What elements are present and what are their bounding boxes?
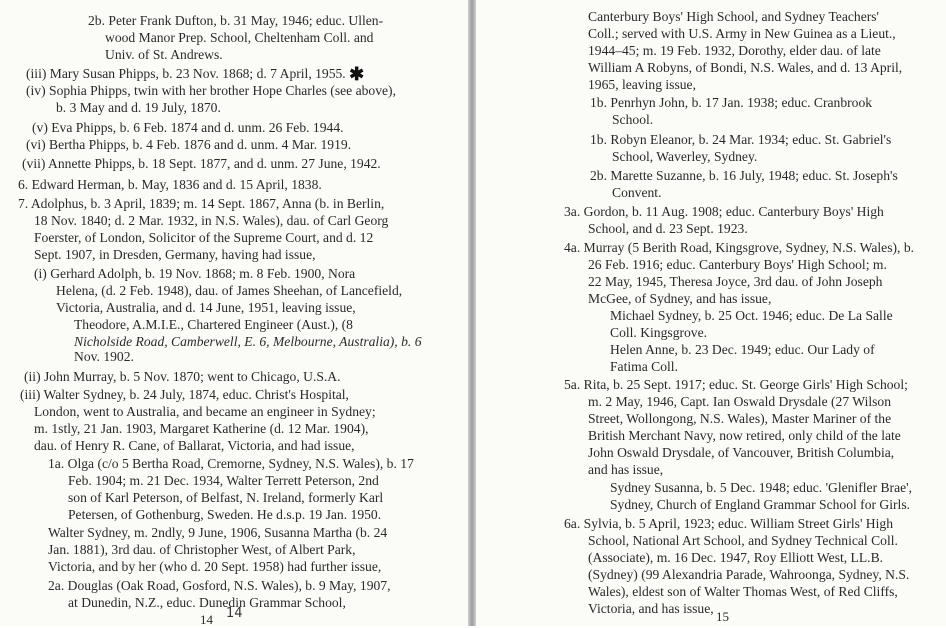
- handwritten-page-number: 14: [226, 606, 243, 621]
- text-line: John Oswald Drysdale, of Vancouver, British Columbia,: [588, 445, 895, 460]
- text-line: 7. Adolphus, b. 3 April, 1839; m. 14 Sept. 1867, Anna (b. in Berlin,: [18, 196, 385, 211]
- text-line: 1965, leaving issue,: [588, 77, 696, 92]
- text-line: School, Waverley, Sydney.: [612, 149, 758, 164]
- text-line: Petersen, of Gothenburg, Sweden. He d.s.p. 19 Jan. 1950.: [68, 507, 382, 522]
- text-line: 2b. Peter Frank Dufton, b. 31 May, 1946; educ. Ullen-: [88, 13, 384, 28]
- text-line: Nov. 1902.: [74, 349, 134, 364]
- text-line: 1944–45; m. 19 Feb. 1932, Dorothy, elder dau. of late: [588, 43, 881, 58]
- left-page: [0, 0, 468, 626]
- text-line: at Dunedin, N.Z., educ. Dunedin Grammar School,: [68, 595, 346, 610]
- text-segment: (iii) Mary Susan Phipps, b. 23 Nov. 1868; d. 7 April, 1955.: [26, 66, 346, 81]
- text-line: 26 Feb. 1916; educ. Canterbury Boys' High School; m.: [588, 257, 887, 272]
- right-page: [476, 0, 946, 626]
- text-line: and has issue,: [588, 462, 664, 477]
- text-line: Michael Sydney, b. 25 Oct. 1946; educ. De La Salle: [610, 308, 893, 323]
- text-line: School.: [612, 112, 654, 127]
- text-line: Wales), eldest son of Walter Thomas West, of Red Cliffs,: [588, 584, 898, 599]
- text-line: Sept. 1907, in Dresden, Germany, having had issue,: [34, 247, 316, 262]
- text-line: 22 May, 1945, Theresa Joyce, 3rd dau. of John Joseph: [588, 274, 883, 289]
- text-line: William A Robyns, of Bondi, N.S. Wales, and d. 13 April,: [588, 60, 903, 75]
- text-line: (iii) Walter Sydney, b. 24 July, 1874, educ. Christ's Hospital,: [20, 387, 349, 402]
- text-line: School, and d. 23 Sept. 1923.: [588, 221, 748, 236]
- text-line: b. 3 May and d. 19 July, 1870.: [56, 100, 221, 115]
- text-line: Feb. 1904; m. 21 Dec. 1934, Walter Terrett Peterson, 2nd: [68, 473, 379, 488]
- text-line: Jan. 1881), 3rd dau. of Christopher West, of Albert Park,: [48, 542, 356, 557]
- text-line: (iv) Sophia Phipps, twin with her brother Hope Charles (see above),: [26, 83, 396, 98]
- text-line: 5a. Rita, b. 25 Sept. 1917; educ. St. George Girls' High School;: [564, 377, 908, 392]
- text-line: British Merchant Navy, now retired, only child of the late: [588, 428, 901, 443]
- page-number: 14: [200, 612, 213, 627]
- text-line: [26, 64, 364, 82]
- text-line: Sydney Susanna, b. 5 Dec. 1948; educ. 'Glenifler Brae',: [610, 480, 912, 495]
- text-line: Helena, (d. 2 Feb. 1948), dau. of James Sheehan, of Lancefield,: [56, 283, 403, 298]
- text-line: 2a. Douglas (Oak Road, Gosford, N.S. Wales), b. 9 May, 1907,: [48, 578, 391, 593]
- text-line: 6a. Sylvia, b. 5 April, 1923; educ. William Street Girls' High: [564, 516, 893, 531]
- text-line: Univ. of St. Andrews.: [105, 47, 223, 62]
- text-line: 4a. Murray (5 Berith Road, Kingsgrove, Sydney, N.S. Wales), b.: [564, 240, 915, 255]
- text-line: School, National Art School, and Sydney Technical Coll.: [588, 533, 898, 548]
- text-line: m. 1stly, 21 Jan. 1903, Margaret Katherine (d. 12 Mar. 1904),: [34, 421, 369, 436]
- text-line: 3a. Gordon, b. 11 Aug. 1908; educ. Canterbury Boys' High: [564, 204, 884, 219]
- text-line: Nicholside Road, Camberwell, E. 6, Melbourne, Australia), b. 6: [74, 334, 422, 349]
- text-line: Street, Wollongong, N.S. Wales), Master Mariner of the: [588, 411, 892, 426]
- text-line: Victoria, and has issue,: [588, 601, 714, 616]
- text-line: 1b. Robyn Eleanor, b. 24 Mar. 1934; educ. St. Gabriel's: [590, 132, 892, 147]
- text-line: son of Karl Peterson, of Belfast, N. Ireland, formerly Karl: [68, 490, 384, 505]
- text-line: wood Manor Prep. School, Cheltenham Coll. and: [105, 30, 374, 45]
- text-line: Coll. Kingsgrove.: [610, 325, 708, 340]
- text-line: 2b. Marette Suzanne, b. 16 July, 1948; educ. St. Joseph's: [590, 168, 898, 183]
- text-line: Fatima Coll.: [610, 359, 678, 374]
- text-line: 6. Edward Herman, b. May, 1836 and d. 15 April, 1838.: [18, 177, 322, 192]
- text-line: Victoria, and by her (who d. 20 Sept. 1958) had further issue,: [48, 559, 382, 574]
- text-line: Helen Anne, b. 23 Dec. 1949; educ. Our Lady of: [610, 342, 875, 357]
- text-line: m. 2 May, 1946, Capt. Ian Oswald Drysdale (27 Wilson: [588, 394, 892, 409]
- page-number: 15: [716, 609, 729, 624]
- text-line: (v) Eva Phipps, b. 6 Feb. 1874 and d. unm. 26 Feb. 1944.: [32, 120, 344, 135]
- text-line: 18 Nov. 1840; d. 2 Mar. 1932, in N.S. Wales), dau. of Carl Georg: [34, 213, 389, 228]
- text-line: (vi) Bertha Phipps, b. 4 Feb. 1876 and d. unm. 4 Mar. 1919.: [26, 137, 352, 152]
- text-line: (Associate), m. 16 Dec. 1947, Roy Elliott West, LL.B.: [588, 550, 884, 565]
- text-line: (i) Gerhard Adolph, b. 19 Nov. 1868; m. 8 Feb. 1900, Nora: [34, 266, 356, 281]
- text-line: (ii) John Murray, b. 5 Nov. 1870; went to Chicago, U.S.A.: [24, 369, 341, 384]
- text-line: London, went to Australia, and became an engineer in Sydney;: [34, 404, 376, 419]
- text-line: Walter Sydney, m. 2ndly, 9 June, 1906, Susanna Martha (b. 24: [48, 525, 388, 540]
- text-line: Foerster, of London, Solicitor of the Supreme Court, and d. 12: [34, 230, 374, 245]
- text-line: Canterbury Boys' High School, and Sydney Teachers': [588, 9, 880, 24]
- text-line: 1a. Olga (c/o 5 Bertha Road, Cremorne, Sydney, N.S. Wales), b. 17: [48, 456, 414, 471]
- star-mark-icon: ✱: [349, 64, 365, 84]
- text-line: 1b. Penrhyn John, b. 17 Jan. 1938; educ. Cranbrook: [590, 95, 873, 110]
- text-line: Victoria, Australia, and d. 14 June, 1951, leaving issue,: [56, 300, 356, 315]
- text-line: (vii) Annette Phipps, b. 18 Sept. 1877, and d. unm. 27 June, 1942.: [22, 156, 381, 171]
- text-line: dau. of Henry R. Cane, of Ballarat, Victoria, and had issue,: [34, 438, 355, 453]
- text-line: (Sydney) (99 Alexandria Parade, Wahroonga, Sydney, N.S.: [588, 567, 910, 582]
- text-line: McGee, of Sydney, and has issue,: [588, 291, 772, 306]
- text-line: Convent.: [612, 185, 662, 200]
- text-line: Sydney, Church of England Grammar School for Girls.: [610, 497, 911, 512]
- book-gutter: [468, 0, 476, 626]
- text-line: Theodore, A.M.I.E., Chartered Engineer (Aust.), (8: [74, 317, 353, 332]
- text-line: Coll.; served with U.S. Army in New Guinea as a Lieut.,: [588, 26, 896, 41]
